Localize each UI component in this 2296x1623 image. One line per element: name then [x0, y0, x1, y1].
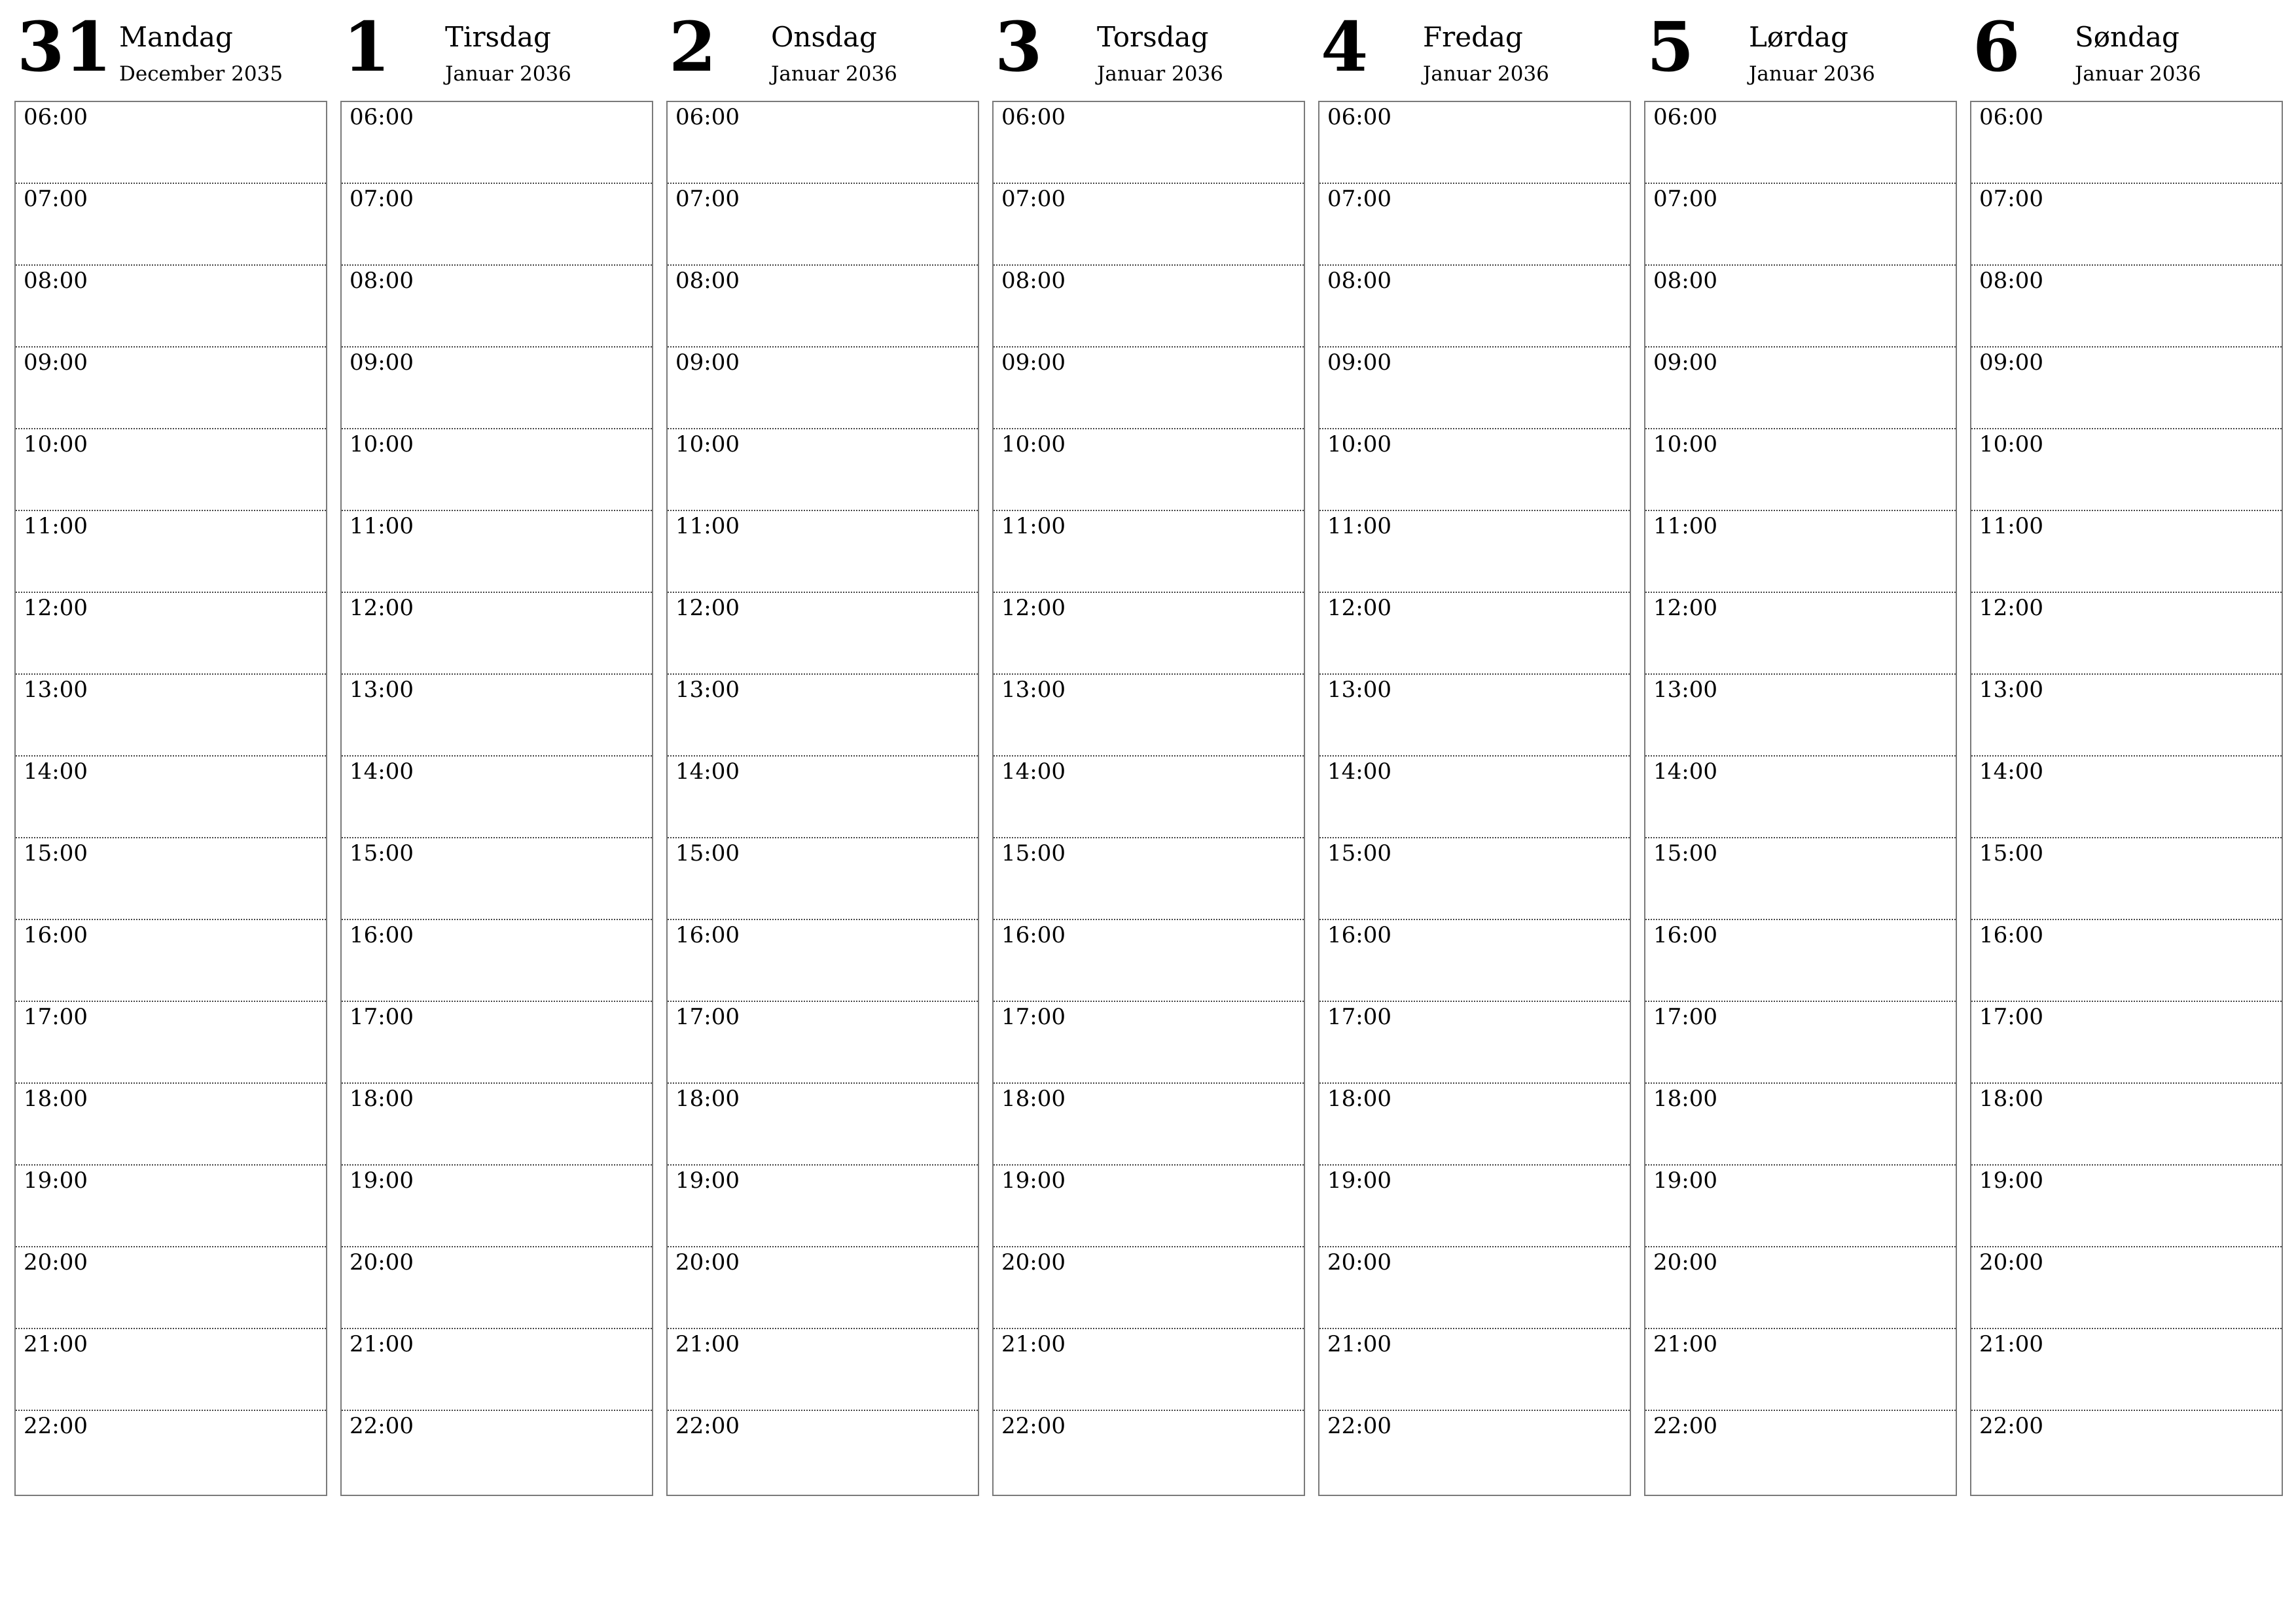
month-year: Januar 2036	[1423, 62, 1549, 86]
time-slot[interactable]	[342, 675, 652, 757]
time-label: 19:00	[675, 1168, 740, 1194]
time-slot[interactable]	[16, 1084, 326, 1166]
time-slot[interactable]	[994, 838, 1304, 920]
time-slot-grid	[340, 101, 653, 1496]
time-slot[interactable]	[1645, 1247, 1956, 1329]
weekly-planner	[14, 0, 2289, 1505]
time-slot[interactable]	[342, 1411, 652, 1493]
time-label: 07:00	[350, 186, 414, 212]
time-label: 20:00	[1001, 1249, 1066, 1275]
time-label: 07:00	[1653, 186, 1717, 212]
time-label: 19:00	[1327, 1168, 1391, 1194]
time-label: 21:00	[350, 1331, 414, 1357]
time-slot[interactable]	[342, 593, 652, 675]
weekday-name: Lørdag	[1749, 21, 1849, 53]
day-header	[1644, 0, 1957, 99]
time-slot[interactable]	[1971, 1411, 2282, 1493]
time-slot[interactable]	[668, 184, 978, 266]
time-label: 17:00	[350, 1004, 414, 1030]
time-label: 14:00	[24, 758, 88, 785]
time-slot[interactable]	[16, 511, 326, 593]
time-label: 13:00	[1653, 677, 1717, 703]
time-slot[interactable]	[1645, 838, 1956, 920]
time-slot[interactable]	[668, 675, 978, 757]
time-label: 12:00	[1327, 595, 1391, 621]
time-slot[interactable]	[1319, 757, 1630, 838]
time-slot[interactable]	[1645, 1411, 1956, 1493]
time-label: 15:00	[1653, 840, 1717, 866]
time-label: 21:00	[675, 1331, 740, 1357]
time-label: 11:00	[675, 513, 740, 539]
time-label: 11:00	[1979, 513, 2043, 539]
time-label: 18:00	[350, 1086, 414, 1112]
weekday-name: Torsdag	[1097, 21, 1209, 53]
time-label: 13:00	[1327, 677, 1391, 703]
time-label: 08:00	[1327, 268, 1391, 294]
time-label: 16:00	[1653, 922, 1717, 948]
time-label: 17:00	[24, 1004, 88, 1030]
weekday-name: Tirsdag	[445, 21, 551, 53]
time-label: 12:00	[1979, 595, 2043, 621]
time-label: 13:00	[24, 677, 88, 703]
time-label: 06:00	[675, 104, 740, 130]
time-slot[interactable]	[994, 1084, 1304, 1166]
time-label: 21:00	[1327, 1331, 1391, 1357]
time-slot[interactable]	[1645, 593, 1956, 675]
time-slot[interactable]	[1319, 675, 1630, 757]
time-label: 17:00	[1653, 1004, 1717, 1030]
time-slot[interactable]	[1645, 1084, 1956, 1166]
month-year: December 2035	[119, 62, 283, 86]
time-label: 06:00	[350, 104, 414, 130]
time-label: 10:00	[24, 431, 88, 457]
time-slot[interactable]	[994, 675, 1304, 757]
time-slot[interactable]	[668, 1166, 978, 1247]
time-label: 18:00	[1653, 1086, 1717, 1112]
time-label: 07:00	[675, 186, 740, 212]
time-slot[interactable]	[1319, 184, 1630, 266]
time-slot[interactable]	[342, 1166, 652, 1247]
time-label: 13:00	[1979, 677, 2043, 703]
time-label: 18:00	[24, 1086, 88, 1112]
time-slot[interactable]	[342, 511, 652, 593]
time-slot[interactable]	[1971, 266, 2282, 348]
day-header	[14, 0, 327, 99]
time-slot[interactable]	[994, 1411, 1304, 1493]
time-slot[interactable]	[668, 1247, 978, 1329]
month-year: Januar 2036	[2075, 62, 2201, 86]
time-label: 06:00	[1653, 104, 1717, 130]
time-label: 17:00	[1001, 1004, 1066, 1030]
day-header	[992, 0, 1305, 99]
time-slot[interactable]	[342, 348, 652, 429]
time-slot[interactable]	[1319, 1247, 1630, 1329]
time-slot[interactable]	[994, 511, 1304, 593]
time-label: 10:00	[1653, 431, 1717, 457]
time-slot[interactable]	[16, 1411, 326, 1493]
time-slot[interactable]	[16, 757, 326, 838]
time-slot[interactable]	[668, 102, 978, 184]
time-label: 13:00	[675, 677, 740, 703]
time-label: 10:00	[1001, 431, 1066, 457]
time-label: 20:00	[1653, 1249, 1717, 1275]
time-label: 06:00	[1001, 104, 1066, 130]
time-slot[interactable]	[16, 838, 326, 920]
time-label: 13:00	[350, 677, 414, 703]
day-number: 2	[669, 7, 717, 87]
time-label: 15:00	[1327, 840, 1391, 866]
time-slot[interactable]	[1645, 675, 1956, 757]
time-label: 16:00	[1327, 922, 1391, 948]
time-label: 17:00	[1979, 1004, 2043, 1030]
time-label: 11:00	[1001, 513, 1066, 539]
time-label: 06:00	[1979, 104, 2043, 130]
time-label: 08:00	[1001, 268, 1066, 294]
time-slot[interactable]	[342, 1002, 652, 1084]
time-label: 10:00	[1979, 431, 2043, 457]
day-column	[14, 0, 327, 1505]
time-slot[interactable]	[1971, 1329, 2282, 1411]
weekday-name: Søndag	[2075, 21, 2179, 53]
time-slot[interactable]	[994, 1002, 1304, 1084]
time-slot[interactable]	[342, 429, 652, 511]
time-slot[interactable]	[1319, 511, 1630, 593]
time-slot[interactable]	[1319, 593, 1630, 675]
time-slot[interactable]	[1319, 429, 1630, 511]
time-slot[interactable]	[1971, 348, 2282, 429]
time-slot[interactable]	[1971, 1084, 2282, 1166]
time-slot[interactable]	[1971, 675, 2282, 757]
time-label: 20:00	[675, 1249, 740, 1275]
time-slot[interactable]	[994, 184, 1304, 266]
month-year: Januar 2036	[1097, 62, 1223, 86]
time-slot[interactable]	[16, 266, 326, 348]
time-label: 14:00	[350, 758, 414, 785]
time-label: 10:00	[1327, 431, 1391, 457]
time-slot[interactable]	[1645, 511, 1956, 593]
time-slot[interactable]	[1971, 1247, 2282, 1329]
time-label: 09:00	[675, 349, 740, 376]
time-slot[interactable]	[1971, 838, 2282, 920]
time-label: 15:00	[24, 840, 88, 866]
time-slot[interactable]	[1645, 429, 1956, 511]
time-slot[interactable]	[342, 1247, 652, 1329]
day-number: 31	[17, 7, 112, 87]
time-label: 22:00	[1001, 1413, 1066, 1439]
time-slot[interactable]	[16, 184, 326, 266]
time-label: 18:00	[675, 1086, 740, 1112]
day-column	[340, 0, 653, 1505]
time-label: 16:00	[675, 922, 740, 948]
time-slot[interactable]	[342, 1329, 652, 1411]
time-label: 22:00	[1653, 1413, 1717, 1439]
time-slot[interactable]	[994, 1329, 1304, 1411]
time-label: 09:00	[350, 349, 414, 376]
time-label: 11:00	[1653, 513, 1717, 539]
time-label: 14:00	[1979, 758, 2043, 785]
time-label: 20:00	[1979, 1249, 2043, 1275]
time-slot[interactable]	[994, 1166, 1304, 1247]
time-label: 15:00	[350, 840, 414, 866]
time-label: 20:00	[350, 1249, 414, 1275]
time-label: 18:00	[1979, 1086, 2043, 1112]
time-slot[interactable]	[1319, 1411, 1630, 1493]
time-label: 22:00	[350, 1413, 414, 1439]
time-slot[interactable]	[16, 102, 326, 184]
weekday-name: Fredag	[1423, 21, 1523, 53]
time-slot[interactable]	[1971, 429, 2282, 511]
time-slot[interactable]	[1645, 102, 1956, 184]
weekday-name: Onsdag	[771, 21, 877, 53]
time-label: 20:00	[24, 1249, 88, 1275]
time-label: 19:00	[350, 1168, 414, 1194]
time-label: 09:00	[24, 349, 88, 376]
time-slot[interactable]	[668, 1084, 978, 1166]
time-label: 20:00	[1327, 1249, 1391, 1275]
time-label: 16:00	[1979, 922, 2043, 948]
time-slot[interactable]	[1319, 348, 1630, 429]
time-slot[interactable]	[1645, 348, 1956, 429]
time-label: 08:00	[1653, 268, 1717, 294]
time-slot[interactable]	[994, 102, 1304, 184]
time-slot[interactable]	[1971, 593, 2282, 675]
time-label: 15:00	[1001, 840, 1066, 866]
time-slot[interactable]	[1645, 1166, 1956, 1247]
time-slot[interactable]	[668, 511, 978, 593]
time-label: 07:00	[24, 186, 88, 212]
time-label: 11:00	[350, 513, 414, 539]
time-label: 22:00	[1327, 1413, 1391, 1439]
time-slot[interactable]	[994, 920, 1304, 1002]
day-header	[1318, 0, 1631, 99]
time-label: 10:00	[350, 431, 414, 457]
day-column	[666, 0, 979, 1505]
day-header	[340, 0, 653, 99]
time-label: 09:00	[1653, 349, 1717, 376]
time-slot[interactable]	[1645, 920, 1956, 1002]
time-label: 07:00	[1001, 186, 1066, 212]
time-label: 17:00	[1327, 1004, 1391, 1030]
time-label: 21:00	[1001, 1331, 1066, 1357]
day-column	[992, 0, 1305, 1505]
time-slot[interactable]	[16, 429, 326, 511]
time-slot[interactable]	[994, 593, 1304, 675]
time-label: 07:00	[1327, 186, 1391, 212]
time-slot[interactable]	[994, 757, 1304, 838]
time-slot[interactable]	[16, 675, 326, 757]
time-label: 16:00	[350, 922, 414, 948]
time-slot[interactable]	[1971, 102, 2282, 184]
time-slot[interactable]	[668, 266, 978, 348]
time-label: 18:00	[1001, 1086, 1066, 1112]
weekday-name: Mandag	[119, 21, 233, 53]
time-label: 16:00	[1001, 922, 1066, 948]
time-label: 11:00	[1327, 513, 1391, 539]
month-year: Januar 2036	[445, 62, 571, 86]
time-slot-grid	[666, 101, 979, 1496]
time-label: 17:00	[675, 1004, 740, 1030]
time-label: 12:00	[24, 595, 88, 621]
time-slot[interactable]	[1645, 1002, 1956, 1084]
time-slot[interactable]	[342, 184, 652, 266]
time-slot-grid	[1970, 101, 2283, 1496]
time-slot[interactable]	[16, 593, 326, 675]
time-label: 14:00	[1327, 758, 1391, 785]
day-header	[1970, 0, 2283, 99]
time-slot-grid	[1644, 101, 1957, 1496]
time-label: 15:00	[1979, 840, 2043, 866]
time-label: 12:00	[1001, 595, 1066, 621]
time-label: 09:00	[1001, 349, 1066, 376]
time-slot[interactable]	[1319, 1084, 1630, 1166]
time-slot[interactable]	[342, 266, 652, 348]
time-slot[interactable]	[16, 348, 326, 429]
day-number: 6	[1973, 7, 2020, 87]
time-slot[interactable]	[668, 1002, 978, 1084]
time-label: 19:00	[1001, 1168, 1066, 1194]
time-label: 09:00	[1979, 349, 2043, 376]
time-slot[interactable]	[1319, 838, 1630, 920]
day-header	[666, 0, 979, 99]
day-column	[1318, 0, 1631, 1505]
time-label: 08:00	[1979, 268, 2043, 294]
day-number: 3	[995, 7, 1043, 87]
time-slot[interactable]	[1971, 184, 2282, 266]
time-slot[interactable]	[1645, 266, 1956, 348]
time-label: 19:00	[24, 1168, 88, 1194]
time-label: 12:00	[1653, 595, 1717, 621]
time-label: 10:00	[675, 431, 740, 457]
time-slot[interactable]	[668, 593, 978, 675]
time-slot[interactable]	[994, 348, 1304, 429]
time-slot[interactable]	[668, 429, 978, 511]
time-slot-grid	[14, 101, 327, 1496]
time-label: 21:00	[1979, 1331, 2043, 1357]
day-number: 4	[1321, 7, 1369, 87]
time-label: 19:00	[1979, 1168, 2043, 1194]
time-label: 08:00	[675, 268, 740, 294]
time-label: 12:00	[350, 595, 414, 621]
time-slot[interactable]	[342, 838, 652, 920]
time-label: 13:00	[1001, 677, 1066, 703]
time-label: 06:00	[1327, 104, 1391, 130]
time-slot[interactable]	[342, 102, 652, 184]
time-label: 08:00	[350, 268, 414, 294]
time-label: 08:00	[24, 268, 88, 294]
time-slot[interactable]	[1319, 266, 1630, 348]
time-slot[interactable]	[1319, 102, 1630, 184]
time-slot[interactable]	[668, 348, 978, 429]
time-slot[interactable]	[994, 429, 1304, 511]
time-label: 15:00	[675, 840, 740, 866]
time-slot[interactable]	[994, 266, 1304, 348]
time-slot[interactable]	[1971, 1002, 2282, 1084]
time-slot[interactable]	[16, 1329, 326, 1411]
time-label: 22:00	[675, 1413, 740, 1439]
time-slot[interactable]	[342, 1084, 652, 1166]
time-label: 12:00	[675, 595, 740, 621]
time-label: 09:00	[1327, 349, 1391, 376]
time-slot-grid	[992, 101, 1305, 1496]
time-slot[interactable]	[668, 838, 978, 920]
day-number: 1	[343, 7, 391, 87]
time-label: 11:00	[24, 513, 88, 539]
time-label: 07:00	[1979, 186, 2043, 212]
time-label: 14:00	[1001, 758, 1066, 785]
time-label: 21:00	[24, 1331, 88, 1357]
time-slot-grid	[1318, 101, 1631, 1496]
time-slot[interactable]	[1971, 511, 2282, 593]
time-slot[interactable]	[1319, 1329, 1630, 1411]
time-slot[interactable]	[668, 1411, 978, 1493]
month-year: Januar 2036	[771, 62, 897, 86]
month-year: Januar 2036	[1749, 62, 1875, 86]
time-label: 22:00	[24, 1413, 88, 1439]
time-slot[interactable]	[668, 1329, 978, 1411]
time-slot[interactable]	[16, 1166, 326, 1247]
time-label: 22:00	[1979, 1413, 2043, 1439]
time-slot[interactable]	[994, 1247, 1304, 1329]
time-slot[interactable]	[668, 757, 978, 838]
day-number: 5	[1647, 7, 1695, 87]
time-slot[interactable]	[1645, 757, 1956, 838]
time-slot[interactable]	[342, 757, 652, 838]
time-slot[interactable]	[668, 920, 978, 1002]
time-label: 14:00	[675, 758, 740, 785]
time-slot[interactable]	[1645, 1329, 1956, 1411]
time-slot[interactable]	[1971, 1166, 2282, 1247]
time-label: 14:00	[1653, 758, 1717, 785]
day-column	[1970, 0, 2283, 1505]
time-label: 06:00	[24, 104, 88, 130]
time-slot[interactable]	[16, 920, 326, 1002]
time-slot[interactable]	[16, 1247, 326, 1329]
time-slot[interactable]	[1319, 920, 1630, 1002]
time-label: 21:00	[1653, 1331, 1717, 1357]
time-slot[interactable]	[1971, 757, 2282, 838]
time-slot[interactable]	[1319, 1002, 1630, 1084]
time-slot[interactable]	[1319, 1166, 1630, 1247]
time-label: 19:00	[1653, 1168, 1717, 1194]
time-slot[interactable]	[16, 1002, 326, 1084]
time-label: 16:00	[24, 922, 88, 948]
day-column	[1644, 0, 1957, 1505]
time-slot[interactable]	[342, 920, 652, 1002]
time-slot[interactable]	[1971, 920, 2282, 1002]
time-slot[interactable]	[1645, 184, 1956, 266]
time-label: 18:00	[1327, 1086, 1391, 1112]
